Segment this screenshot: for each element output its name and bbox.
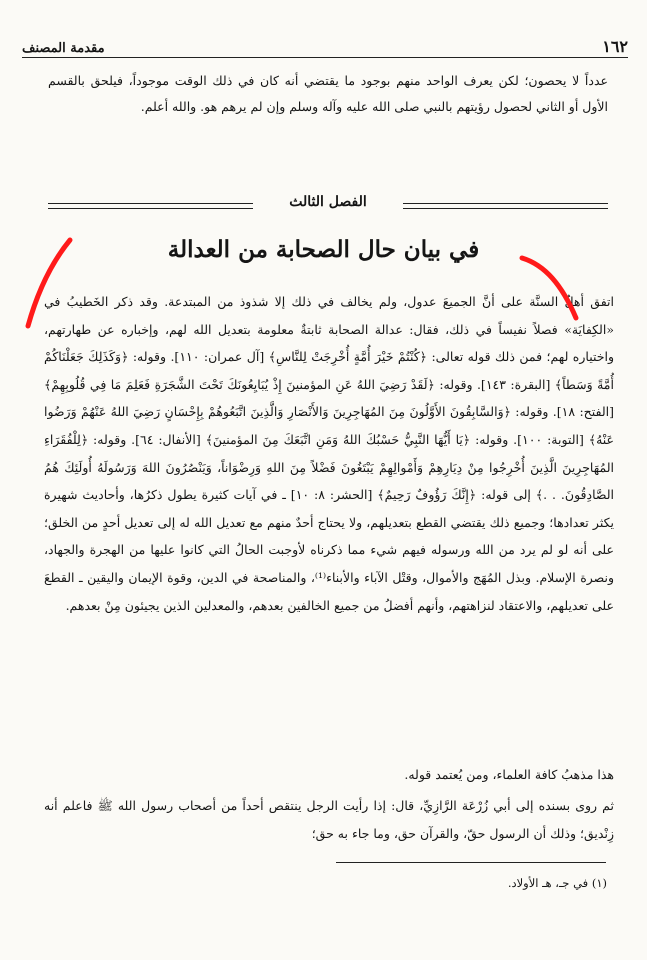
page-number: ١٦٢ — [602, 37, 628, 56]
section-heading: الفصل الثالث — [258, 194, 398, 210]
red-annotation-right — [522, 258, 576, 318]
footnote: (١) في جـ، هـ الأولاد. — [507, 876, 607, 890]
chapter-title: في بيان حال الصحابة من العدالة — [167, 236, 480, 263]
body-paragraph-3: ثم روى بسنده إلى أبي زُرْعَة الرَّازِيِّ، قال: إذا رأيت الرجل ينتقص أحداً من أصحاب رسول الله ﷺ فاعلم أنه زِنْديق؛ وذلك أن الرسول حقّ، والقرآن حق، وما جاء به حق؛ — [44, 798, 614, 841]
intro-paragraph: عدداً لا يحصون؛ لكن يعرف الواحد منهم بوجود ما يقتضي أنه كان في ذلك الوقت موجوداً، فيلحق بالقسم الأول أو الثاني لحصول رؤيتهم بالنبي صلى الله عليه وآله وسلم وإن لم يرهم هو. والله أعلم. — [48, 73, 608, 114]
body-paragraph-1: اتفق أهلُ السنَّة على أنَّ الجميعَ عدول، ولم يخالف في ذلك إلا شذوذ من المبتدعة. وقد ذكر الخَطيبُ في «الكِفايَة» فصلاً نفيساً في ذلك، فقال: عدالة الصحابة ثابتةٌ معلومة بتعديل الله لهم، وإخباره عن طهارتهم، واختياره لهم؛ فمن ذلك قوله تعالى: ﴿كُنْتُمْ خَيْرَ أُمَّةٍ أُخْرِجَتْ لِلنَّاسِ﴾ [آل عمران: ١١٠]. وقوله: ﴿وَكَذَلِكَ جَعَلْنَاكُمْ أُمَّةً وَسَطاً﴾ [البقرة: ١٤٣]. وقوله: ﴿لَقَدْ رَضِيَ اللهُ عَنِ المؤمنينَ إِذْ يُبَايِعُونَكَ تَحْتَ الشَّجَرَةِ فَعَلِمَ مَا فِي قُلُوبِهِمْ﴾ [الفتح: ١٨]. وقوله: ﴿وَالسَّابِقُونَ الأَوَّلُونَ مِنَ المُهَاجِرِينَ وَالأَنْصَارِ وَالَّذِينَ اتَّبَعُوهُمْ بِإِحْسَانٍ رَضِيَ اللهُ عَنْهُمْ وَرَضُوا عَنْهُ﴾ [التوبة: ١٠٠]. وقوله: ﴿يَا أَيُّهَا النَّبِيُّ حَسْبُكَ اللهُ وَمَنِ اتَّبَعَكَ مِنَ المؤمنينَ﴾ [الأنفال: ٦٤]. وقوله: ﴿لِلْفُقَرَاءِ المُهَاجِرِينَ الَّذِينَ أُخْرِجُوا مِنْ دِيَارِهِمْ وَأَمْوالِهِمْ يَبْتَغُونَ فَضْلاً مِنَ اللهِ وَرِضْوَاناً، وَيَنْصُرُونَ اللهَ وَرَسُولَهُ أُولَئِكَ هُمُ الصَّادِقُونَ. . .﴾ إلى قوله: ﴿إِنَّكَ رَؤُوفٌ رَحِيمٌ﴾ [الحشر: ٨: ١٠] ـ في آيات كثيرة يطول ذكرُها، وأحاديث شهيرة يكثر تعدادها؛ وجميع ذلك يقتضي القطع بتعديلهم، ولا يحتاج أحدٌ منهم مع تعديل الله له إلى تعديل أحدٍ من الخلق؛ على أنه لو لم يرد من الله ورسوله فيهم شيء مما ذكرناه لأوجبت الحالُ التي كانوا عليها من الهجرة والجهاد، ونصرة الإسلام. وبذل المُهَج والأموال، وقتْل الآباء والأبناء⁽¹⁾، والمناصحة في الدين، وقوة الإيمان واليقين ـ القطعَ على تعديلهم، والاعتقاد لنزاهتهم، وأنهم أفضلُ من جميع الخالفين بعدهم، والمعدلين الذين يجيئون مِنْ بعدهم. — [44, 294, 615, 613]
running-title: مقدمة المصنف — [22, 41, 105, 56]
red-annotation-left — [28, 240, 70, 326]
body-paragraph-2: هذا مذهبُ كافة العلماء، ومن يُعتمد قوله. — [404, 767, 614, 782]
